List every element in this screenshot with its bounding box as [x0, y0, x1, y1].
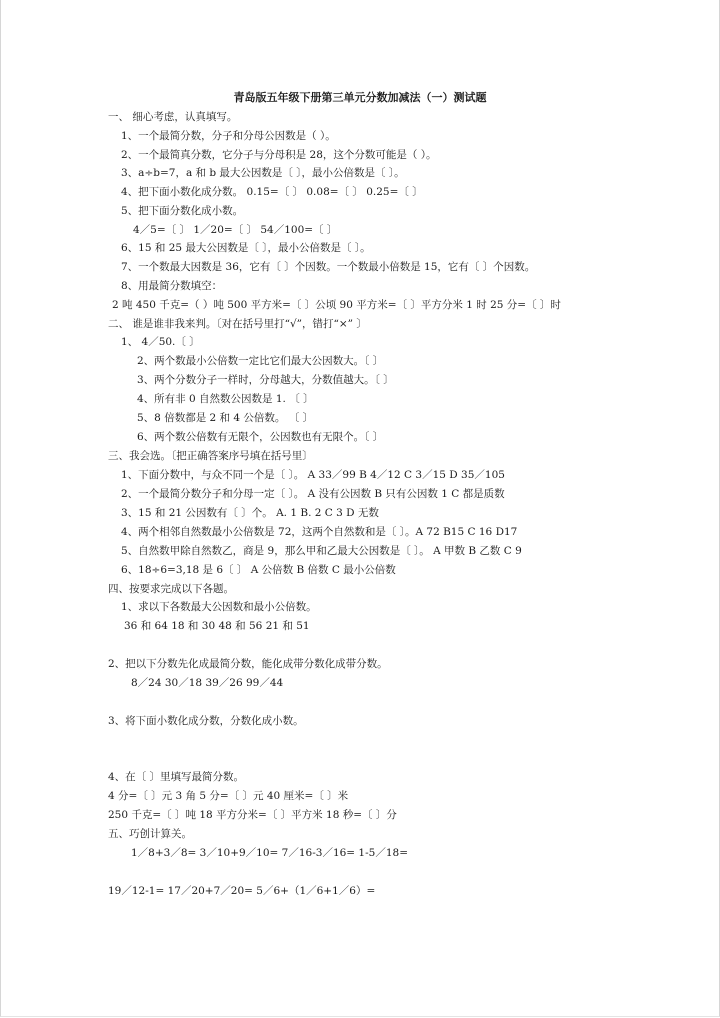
worksheet-line: 36 和 64 18 和 30 48 和 56 21 和 51 [124, 620, 310, 632]
worksheet-line: 7、一个数最大因数是 36，它有〔 〕个因数。一个数最小倍数是 15，它有〔 〕个因数。 [121, 261, 536, 273]
worksheet-line: 2 吨 450 千克=（ ）吨 500 平方米=〔 〕公顷 90 平方米=〔 〕平方分米 1 时 25 分=〔 〕时 [112, 299, 561, 311]
worksheet-line: 250 千克=〔 〕吨 18 平方分米=〔 〕平方米 18 秒=〔 〕分 [108, 809, 397, 821]
worksheet-line: 4、所有非 0 自然数公因数是 1. 〔 〕 [137, 393, 314, 405]
worksheet-line: 19／12-1= 17／20+7／20= 5／6+（1／6+1／6）= [108, 885, 376, 897]
worksheet-line: 五、巧创计算关。 [108, 828, 192, 840]
worksheet-line: 1、一个最简分数，分子和分母公因数是（ ）。 [121, 130, 336, 142]
worksheet-line: 二、 谁是谁非我来判。〔对在括号里打“√”，错打“×” 〕 [108, 318, 367, 330]
worksheet-line: 4、把下面小数化成分数。 0.15=〔 〕 0.08=〔 〕 0.25=〔 〕 [121, 186, 423, 198]
worksheet-line: 4／5=〔 〕 1／20=〔 〕 54／100=〔 〕 [133, 224, 338, 236]
worksheet-line: 5、自然数甲除自然数乙，商是 9，那么甲和乙最大公因数是〔 〕。 A 甲数 B 乙数 C 9 [121, 545, 522, 557]
worksheet-line: 1、求以下各数最大公因数和最小公倍数。 [121, 601, 317, 613]
worksheet-line: 1／8+3／8= 3／10+9／10= 7／16-3／16= 1-5／18= [131, 847, 409, 859]
worksheet-line: 2、一个最简分数分子和分母一定〔 〕。 A 没有公因数 B 只有公因数 1 C 都是质数 [121, 488, 505, 500]
worksheet-line: 8、用最简分数填空： [121, 280, 223, 292]
worksheet-line: 5、8 倍数都是 2 和 4 公倍数。 〔 〕 [137, 412, 314, 424]
worksheet-line: 2、把以下分数先化成最简分数，能化成带分数化成带分数。 [108, 658, 388, 670]
worksheet-line: 3、两个分数分子一样时，分母越大，分数值越大。〔 〕 [137, 374, 394, 386]
worksheet-line: 3、15 和 21 公因数有〔 〕个。 A. 1 B. 2 C 3 D 无数 [121, 507, 379, 519]
page-title: 青岛版五年级下册第三单元分数加减法（一）测试题 [233, 91, 487, 104]
worksheet-line: 4 分=〔 〕元 3 角 5 分=〔 〕元 40 厘米=〔 〕米 [108, 790, 349, 802]
worksheet-line: 4、两个相邻自然数最小公倍数是 72，这两个自然数和是〔 〕。A 72 B15 C 16 D17 [121, 526, 518, 538]
worksheet-line: 6、18÷6=3,18 是 6〔 〕 A 公倍数 B 倍数 C 最小公倍数 [121, 564, 396, 576]
worksheet-line: 1、 4／50.〔 〕 [121, 336, 200, 348]
worksheet-line: 2、一个最简真分数，它分子与分母积是 28，这个分数可能是（ ）。 [121, 149, 437, 161]
worksheet-line: 四、按要求完成以下各题。 [108, 583, 234, 595]
worksheet-line: 6、15 和 25 最大公因数是〔 〕，最小公倍数是〔 〕。 [121, 242, 371, 254]
worksheet-line: 3、a÷b=7，a 和 b 最大公因数是〔 〕，最小公倍数是〔 〕。 [121, 167, 405, 179]
worksheet-line: 2、两个数最小公倍数一定比它们最大公因数大。〔 〕 [137, 355, 384, 367]
worksheet-line: 4、在〔 〕里填写最简分数。 [108, 771, 245, 783]
worksheet-line: 5、把下面分数化成小数。 [121, 205, 244, 217]
worksheet-line: 3、将下面小数化成分数，分数化成小数。 [108, 715, 304, 727]
worksheet-line: 6、两个数公倍数有无限个，公因数也有无限个。〔 〕 [137, 431, 384, 443]
worksheet-line: 一、 细心考虑，认真填写。 [108, 111, 238, 123]
worksheet-line: 三、我会选。〔把正确答案序号填在括号里〕 [108, 450, 313, 462]
worksheet-line: 1、下面分数中，与众不同一个是〔 〕。 A 33／99 B 4／12 C 3／15 D 35／105 [121, 469, 505, 481]
worksheet-line: 8／24 30／18 39／26 99／44 [131, 677, 284, 689]
